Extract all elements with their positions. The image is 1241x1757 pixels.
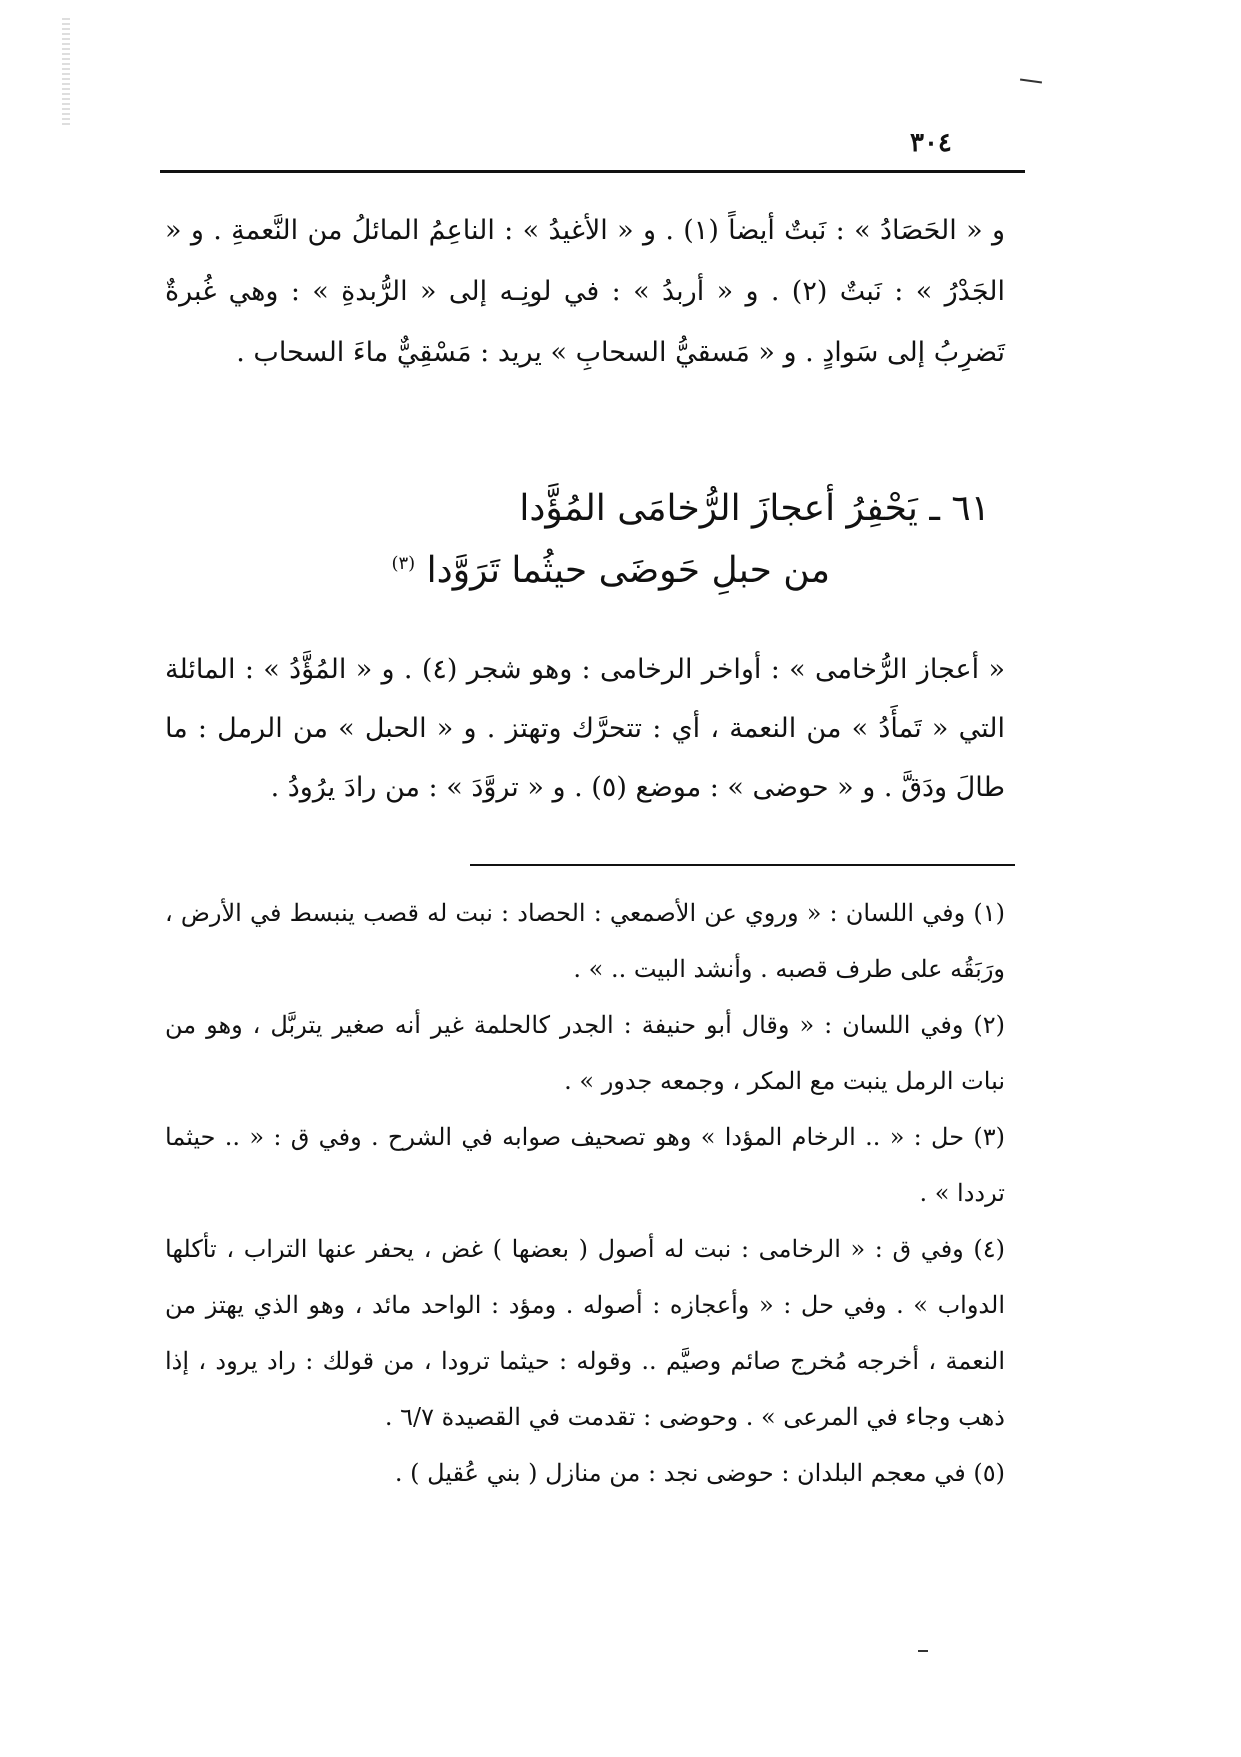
scan-mark-top [1020, 78, 1042, 83]
verse-text-1: ٦١ ـ يَحْفِرُ أعجازَ الرُّخامَى المُؤَّدا [519, 488, 990, 529]
page-number: ٣٠٤ [910, 128, 952, 158]
verse-line-2 [330, 550, 830, 591]
footnote-marker: (٣) [391, 553, 416, 574]
footnotes [165, 885, 1005, 1501]
footnote: (٥) في معجم البلدان : حوضى نجد : من منازل ( بني عُقيل ) . [394, 1459, 1005, 1487]
commentary-paragraph: « أعجاز الرُّخامى » : أواخر الرخامى : وهو شجر (٤) . و « المُؤَّدُ » : المائلة التي « تَمأَدُ » من النعمة ، أي : تتحرَّك وتهتز . و « الحبل » من الرمل : ما طالَ ودَقَّ . و « حوضى » : موضع (٥) . و « تروَّدَ » : من رادَ يرُودُ . [165, 654, 1006, 803]
prose-paragraph: و « الحَصَادُ » : نَبتٌ أيضاً (١) . و « الأغيدُ » : الناعِمُ المائلُ من النَّعمةِ . و « الجَدْرُ » : نَبتٌ (٢) . و « أربدُ » : في لونِـه إلى « الرُّبدةِ » : وهي غُبرةٌ تَضرِبُ إلى سَوادٍ . و « مَسقيُّ السحابِ » يريد : مَسْقِيٌّ ماءَ السحاب . [165, 215, 1005, 368]
footnote-rule [470, 864, 1015, 866]
footnote: (٣) حل : « .. الرخام المؤدا » وهو تصحيف صوابه في الشرح . وفي ق : « .. حيثما ترددا » . [165, 1123, 1005, 1207]
prose-explanation [165, 200, 1005, 383]
verse-line-1 [500, 488, 990, 529]
footnote: (٢) وفي اللسان : « وقال أبو حنيفة : الجدر كالحلمة غير أنه صغير يتربَّل ، وهو من نبات الرمل ينبت مع المكر ، وجمعه جدور » . [165, 1011, 1005, 1095]
footnote: (٤) وفي ق : « الرخامى : نبت له أصول ( بعضها ) غض ، يحفر عنها التراب ، تأكلها الدواب » . وفي حل : « وأعجازه : أصوله . ومؤد : الواحد مائد ، وهو الذي يهتز من النعمة ، أخرجه مُخرج صائم وصيَّم .. وقوله : حيثما ترودا ، من قولك : راد يرود ، إذا ذهب وجاء في المرعى » . وحوضى : تقدمت في القصيدة ٦/٧ . [165, 1235, 1005, 1431]
footnote: (١) وفي اللسان : « وروي عن الأصمعي : الحصاد : نبت له قصب ينبسط في الأرض ، ورَبَقُه على طرف قصبه . وأنشد البيت .. » . [165, 899, 1006, 983]
scan-artifact [62, 18, 70, 128]
verse-text-2: من حبلِ حَوضَى حيثُما تَرَوَّدا [426, 550, 830, 591]
scan-mark-bottom [918, 1650, 928, 1652]
verse-commentary [165, 640, 1005, 817]
header-rule [160, 170, 1025, 173]
